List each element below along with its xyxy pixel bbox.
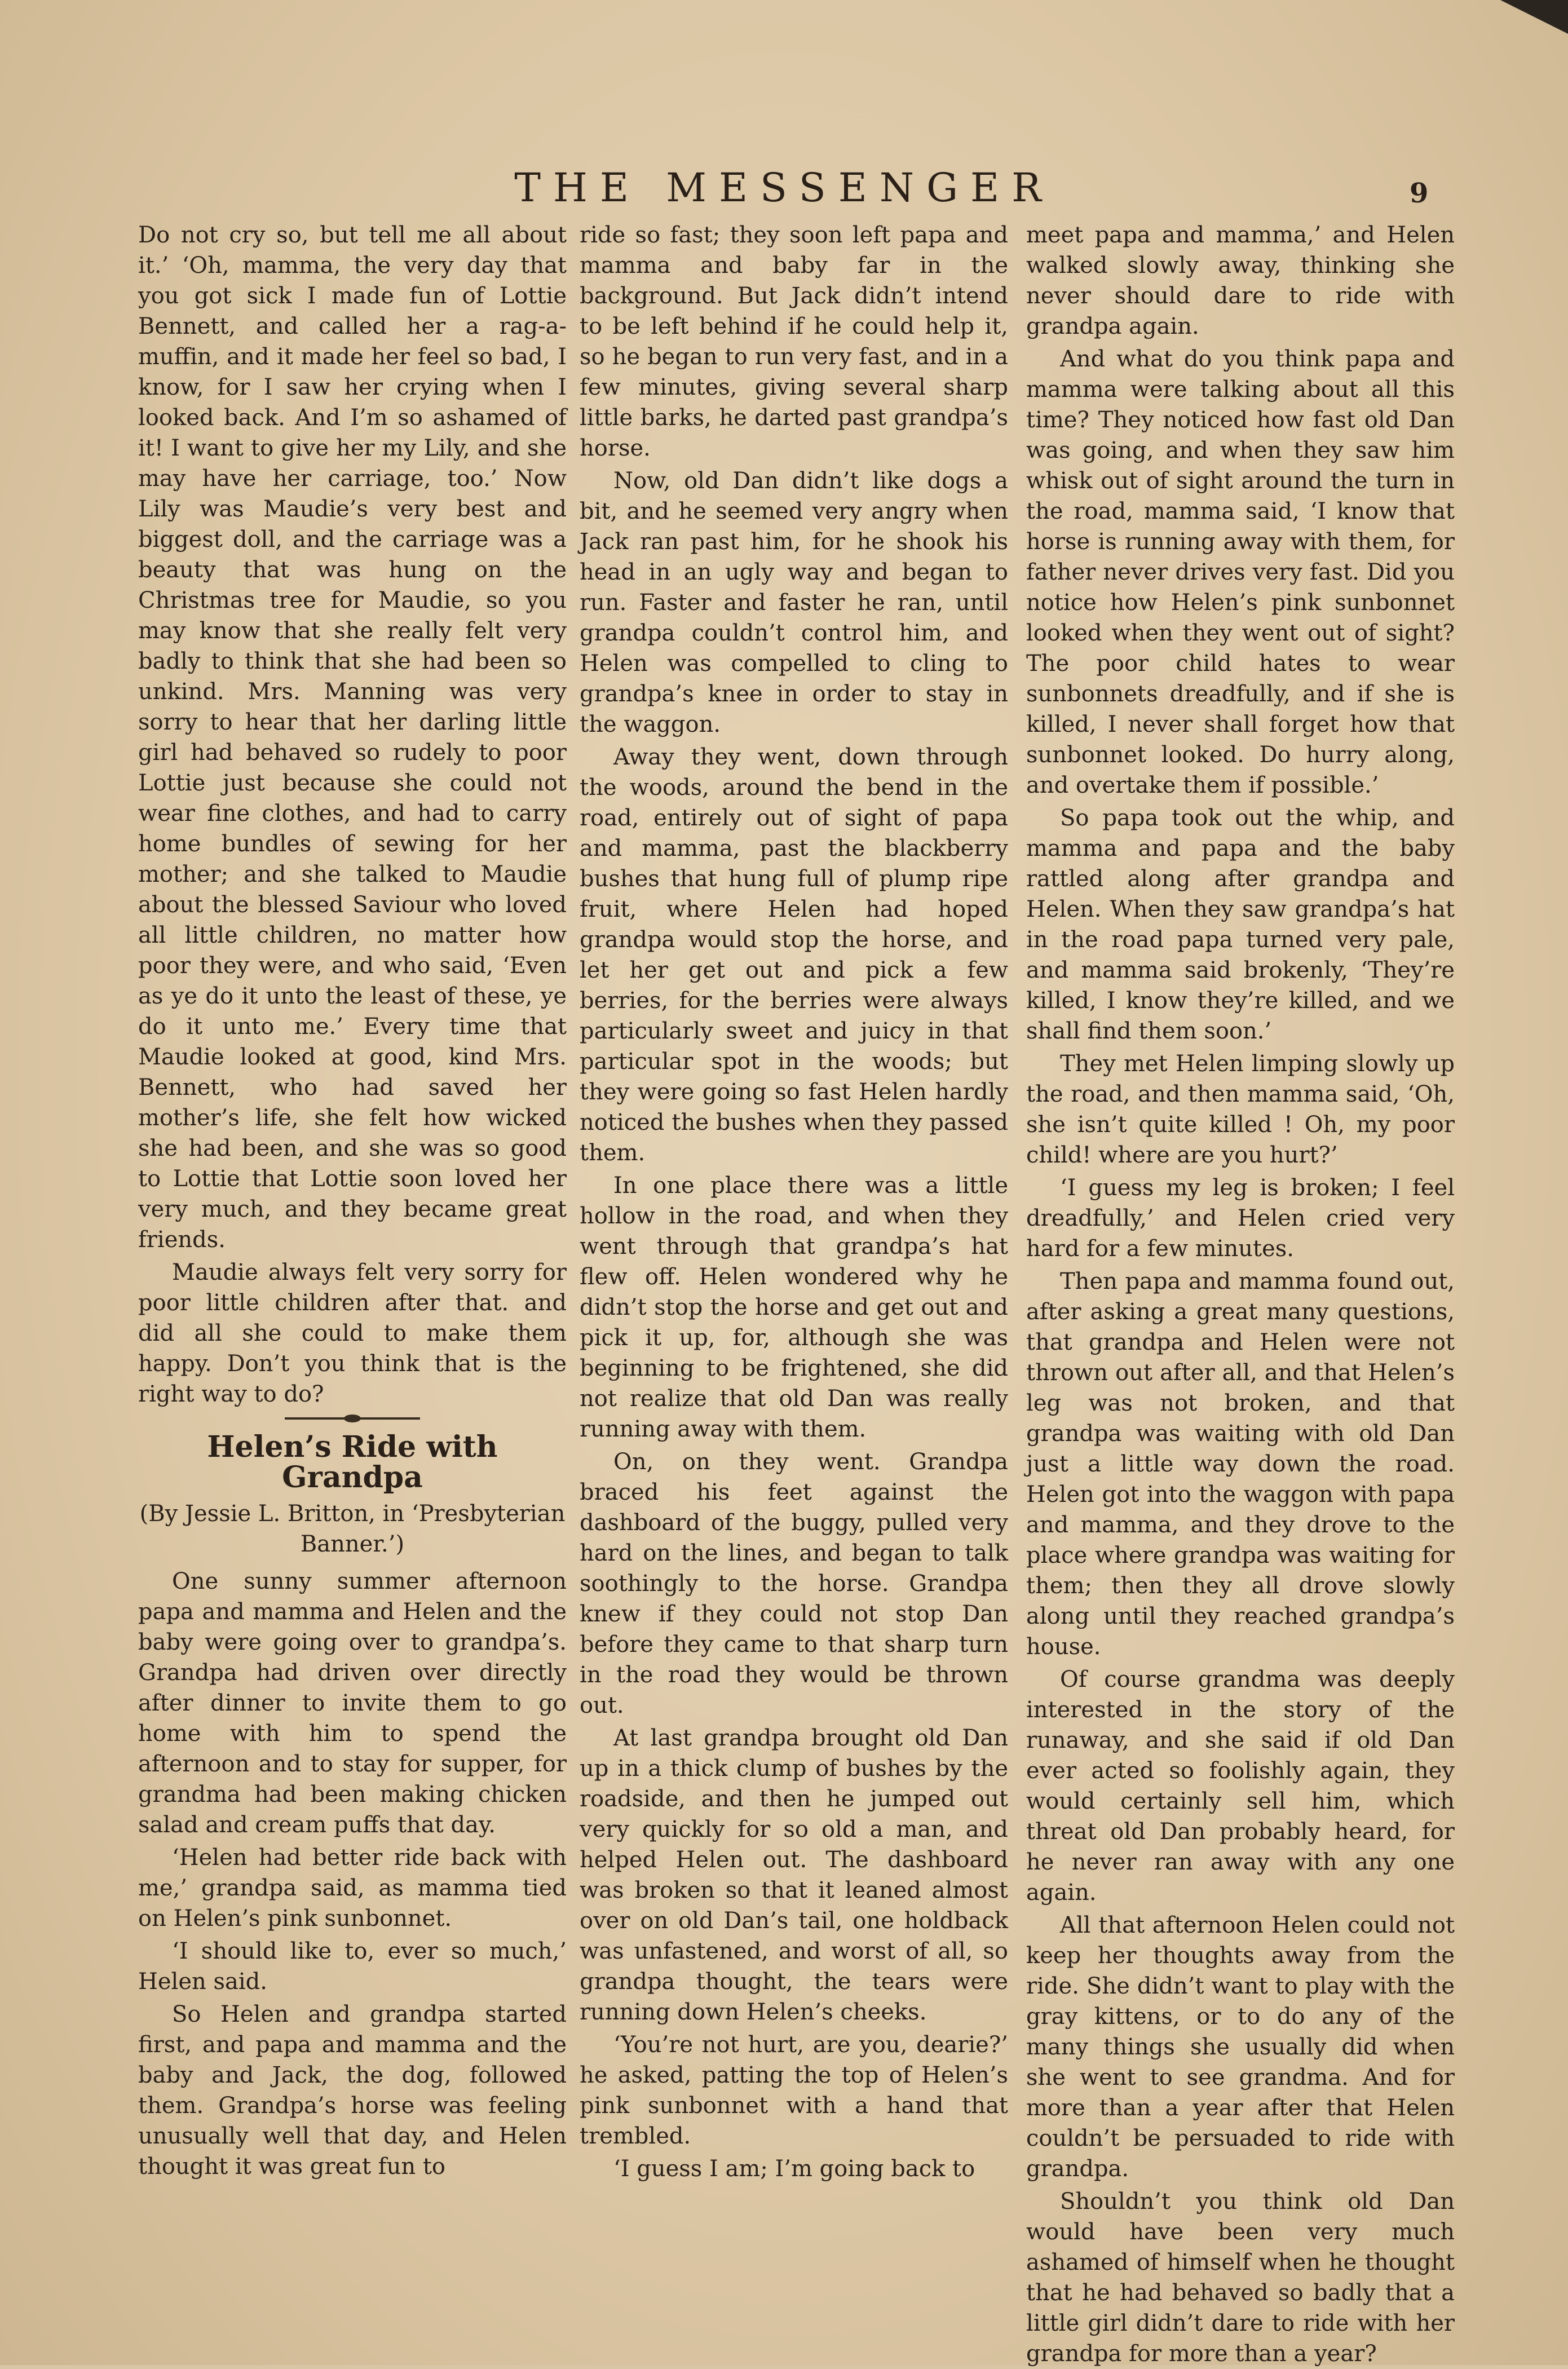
paragraph: Of course grandma was deeply interested in the story of the runaway, and she said if old Dan ever acted so foolishly again, they would certainly sell him, which threat old Dan probably heard, for he never ran away with any one again.: [1026, 1667, 1455, 1906]
paragraph: On, on they went. Grandpa braced his feet against the dashboard of the buggy, pulled very hard on the lines, and began to talk soothingly to the horse. Grandpa knew if they could not stop Dan before they came to that sharp turn in the road they would be thrown out.: [580, 1449, 1008, 1718]
paragraph: In one place there was a little hollow in the road, and when they went through that grandpa’s hat flew off. Helen wondered why he didn’t stop the horse and get out and pick it up, for, although she was beginning to be frightened, she did not realize that old Dan was really running away with them.: [580, 1173, 1008, 1442]
torn-corner: [1500, 0, 1568, 34]
paragraph: ‘I guess I am; I’m going back to: [613, 2156, 975, 2182]
paragraph: So papa took out the whip, and mamma and papa and the baby rattled along after grandpa and Helen. When they saw grandpa’s hat in the road papa turned very pale, and mamma said brokenly, ‘They’re killed, I know they’re killed, and we shall find them soon.’: [1026, 805, 1455, 1044]
paragraph: All that afternoon Helen could not keep her thoughts away from the ride. She didn’t want to play with the gray kittens, or to do any of the many things she usually did when she went to see grandma. And for more than a year after that Helen couldn’t be persuaded to ride with grandpa.: [1026, 1912, 1455, 2182]
paragraph: And what do you think papa and mamma were talking about all this time? They noticed how fast old Dan was going, and when they saw him whisk out of sight around the turn in the road, mamma said, ‘I know that horse is running away with them, for father never drives very fast. Did you notice how Helen’s pink sunbonnet looked when they went out of sight? The poor child hates to wear sunbonnets dreadfully, and if she is killed, I never shall forget how that sunbonnet looked. Do hurry along, and overtake them if possible.’: [1026, 346, 1455, 798]
column-3: [1026, 220, 1455, 2367]
section-divider: [285, 1417, 420, 1420]
paragraph: Now, old Dan didn’t like dogs a bit, and he seemed very angry when Jack ran past him, for he shook his head in an ugly way and began to run. Faster and faster he ran, until grandpa couldn’t control him, and Helen was compelled to cling to grandpa’s knee in order to stay in the waggon.: [580, 468, 1008, 737]
page-number: 9: [1410, 178, 1429, 209]
article-title: Helen’s Ride with Grandpa: [207, 1430, 498, 1495]
paragraph: One sunny summer afternoon papa and mamma and Helen and the baby were going over to grandpa’s. Grandpa had driven over directly after dinner to invite them to go home with him to spend the afternoon and to stay for supper, for grandma had been making chicken salad and cream puffs that day.: [138, 1568, 567, 1838]
paragraph: So Helen and grandpa started first, and papa and mamma and the baby and Jack, the dog, followed them. Grandpa’s horse was feeling unusually well that day, and Helen thought it was great fun to: [138, 2001, 567, 2180]
paragraph: ‘You’re not hurt, are you, dearie?’ he asked, patting the top of Helen’s pink sunbonnet with a hand that trembled.: [580, 2032, 1008, 2149]
masthead: THE MESSENGER: [514, 165, 1054, 211]
paragraph: Shouldn’t you think old Dan would have been very much ashamed of himself when he thought that he had behaved so badly that a little girl didn’t dare to ride with her grandpa for more than a year?: [1026, 2189, 1455, 2367]
article-byline: (By Jessie L. Britton, in ‘Presbyterian Banner.’): [139, 1501, 566, 1557]
paragraph: Maudie always felt very sorry for poor little children after that. and did all she could to make them happy. Don’t you think that is the right way to do?: [138, 1259, 567, 1407]
paragraph: They met Helen limping slowly up the road, and then mamma said, ‘Oh, she isn’t quite killed ! Oh, my poor child! where are you hurt?’: [1026, 1051, 1455, 1168]
paragraph: ‘I guess my leg is broken; I feel dreadfully,’ and Helen cried very hard for a few minutes.: [1026, 1175, 1455, 1262]
paragraph: At last grandpa brought old Dan up in a thick clump of bushes by the roadside, and then he jumped out very quickly for so old a man, and helped Helen out. The dashboard was broken so that it leaned almost over on old Dan’s tail, one holdback was unfastened, and worst of all, so grandpa thought, the tears were running down Helen’s cheeks.: [580, 1725, 1008, 2025]
paragraph: ‘Helen had better ride back with me,’ grandpa said, as mamma tied on Helen’s pink sunbonnet.: [138, 1845, 567, 1932]
paragraph: Away they went, down through the woods, around the bend in the road, entirely out of sight of papa and mamma, past the blackberry bushes that hung full of plump ripe fruit, where Helen had hoped grandpa would stop the horse, and let her get out and pick a few berries, for the berries were always particularly sweet and juicy in that particular spot in the woods; but they were going so fast Helen hardly noticed the bushes when they passed them.: [580, 744, 1008, 1166]
paragraph: Do not cry so, but tell me all about it.’ ‘Oh, mamma, the very day that you got sick I made fun of Lottie Bennett, and called her a rag-a-muffin, and it made her feel so bad, I know, for I saw her crying when I looked back. And I’m so ashamed of it! I want to give her my Lily, and she may have her carriage, too.’ Now Lily was Maudie’s very best and biggest doll, and the carriage was a beauty that was hung on the Christmas tree for Maudie, so you may know that she really felt very badly to think that she had been so unkind. Mrs. Manning was very sorry to hear that her darling little girl had behaved so rudely to poor Lottie just because she could not wear fine clothes, and had to carry home bundles of sewing for her mother; and she talked to Maudie about the blessed Saviour who loved all little children, no matter how poor they were, and who said, ‘Even as ye do it unto the least of these, ye do it unto me.’ Every time that Maudie looked at good, kind Mrs. Bennett, who had saved her mother’s life, she felt how wicked she had been, and she was so good to Lottie that Lottie soon loved her very much, and they became great friends.: [138, 222, 567, 1253]
paragraph: ‘I should like to, ever so much,’ Helen said.: [138, 1938, 567, 1995]
paragraph: ride so fast; they soon left papa and mamma and baby far in the background. But Jack didn’t intend to be left behind if he could help it, so he began to run very fast, and in a few minutes, giving several sharp little barks, he darted past grandpa’s horse.: [580, 222, 1008, 461]
paragraph: meet papa and mamma,’ and Helen walked slowly away, thinking she never should dare to ride with grandpa again.: [1026, 222, 1455, 339]
paragraph: Then papa and mamma found out, after asking a great many questions, that grandpa and Helen were not thrown out after all, and that Helen’s leg was not broken, and that grandpa was waiting with old Dan just a little way down the road. Helen got into the waggon with papa and mamma, and they drove to the place where grandpa was waiting for them; then they all drove slowly along until they reached grandpa’s house.: [1026, 1269, 1455, 1660]
column-2: [580, 220, 1008, 2328]
column-1: [138, 220, 567, 2328]
